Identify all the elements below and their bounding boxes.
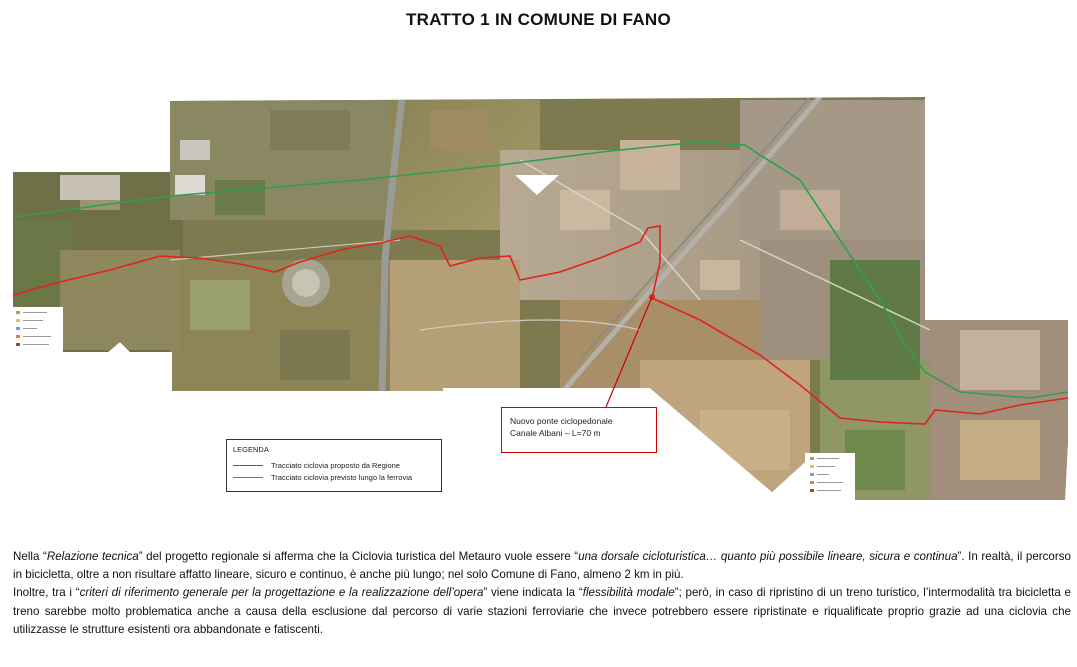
- callout-line-2: Canale Albani – L=70 m: [510, 428, 601, 438]
- text-run: ” del progetto regionale si afferma che la Ciclovia turistica del Metauro vuole essere “: [138, 550, 579, 563]
- map-inset-legend-right: [805, 453, 855, 500]
- railway-route-swatch: [233, 477, 263, 478]
- map-inset-legend-left: [13, 307, 63, 352]
- text-run: ”. In realtà, il percorso in bicicletta, oltre a non risultare affatto lineare, sicuro e continuo, è anche più lungo; nel solo Comune di Fano, almeno 2 km in più.: [13, 550, 1071, 582]
- bridge-callout: [501, 407, 657, 453]
- text-run-italic: Relazione tecnica: [46, 550, 139, 563]
- paragraph-1: [13, 548, 1071, 584]
- text-run-italic: criteri di riferimento generale per la progettazione e la realizzazione dell’opera: [79, 586, 484, 600]
- paragraph-2: [13, 584, 1071, 639]
- legend-item-label: Tracciato ciclovia previsto lungo la ferrovia: [271, 472, 413, 482]
- legend-item-label: Tracciato ciclovia proposto da Regione: [271, 460, 400, 470]
- proposed-route-swatch: [233, 465, 263, 466]
- callout-line-1: Nuovo ponte ciclopedonale: [510, 416, 613, 426]
- legend-item-proposed: [233, 459, 435, 471]
- text-run: Inoltre, tra i “: [13, 586, 80, 600]
- legend-title: LEGENDA: [233, 445, 269, 454]
- legend-item-railway: [233, 471, 435, 483]
- text-run: ”; però, in caso di ripristino di un treno turistico, l’intermodalità tra bicicletta e treno sarebbe molto problematica anche a causa della esclusione dal percorso di varie stazioni ferroviarie che invece potrebbero essere ripristinate e riqualificate proprio grazie ad una ciclovia che utilizzasse le strutture esistenti ora abbandonate e fatiscenti.: [13, 586, 1071, 636]
- text-run-italic: una dorsale cicloturistica… quanto più possibile lineare, sicura e continua: [578, 550, 958, 563]
- body-text: [13, 548, 1071, 639]
- legend: [226, 439, 442, 492]
- text-run: ” viene indicata la “: [483, 586, 583, 600]
- text-run: Nella “: [13, 550, 47, 563]
- page-title: TRATTO 1 IN COMUNE DI FANO: [405, 10, 671, 29]
- text-run-italic: flessibilità modale: [582, 586, 675, 600]
